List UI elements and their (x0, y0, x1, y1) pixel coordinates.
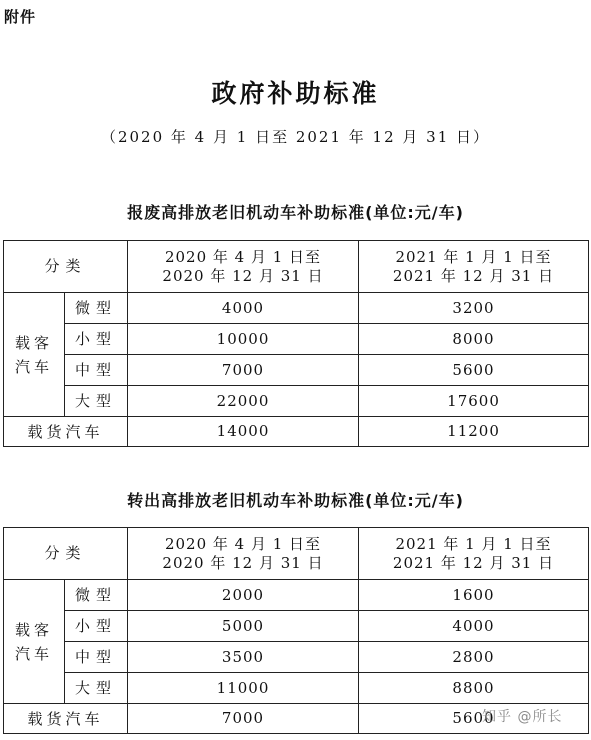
table-row (4, 386, 589, 417)
period2-value: 3200 (359, 293, 589, 324)
period2-value: 17600 (359, 386, 589, 417)
group-label-line2: 汽车 (14, 644, 53, 663)
scrap-subsidy-table-title: 报废高排放老旧机动车补助标准(单位:元/车) (127, 203, 464, 222)
period1-value: 5000 (128, 611, 359, 642)
table-row (4, 293, 589, 324)
period1-header (128, 528, 359, 580)
period2-value: 1600 (359, 580, 589, 611)
row-label: 大型 (65, 386, 128, 417)
row-label: 大型 (65, 673, 128, 704)
period1-value: 11000 (128, 673, 359, 704)
period2-header-line1: 2021 年 1 月 1 日至 (395, 534, 552, 553)
table-row (4, 611, 589, 642)
period2-header-line2: 2021 年 12 月 31 日 (392, 553, 555, 572)
period1-value: 2000 (128, 580, 359, 611)
period1-value: 4000 (128, 293, 359, 324)
period1-header-line2: 2020 年 12 月 31 日 (162, 553, 324, 572)
period1-value: 10000 (128, 324, 359, 355)
period1-value: 14000 (128, 417, 359, 447)
table-row (4, 673, 589, 704)
row-label: 中型 (65, 355, 128, 386)
document-period: （2020 年 4 月 1 日至 2021 年 12 月 31 日） (100, 128, 491, 146)
period2-header-line1: 2021 年 1 月 1 日至 (395, 247, 552, 266)
category-header: 分类 (4, 241, 128, 293)
category-header: 分类 (4, 528, 128, 580)
group-label-line2: 汽车 (14, 357, 53, 376)
period2-value: 11200 (359, 417, 589, 447)
table-header-row (4, 241, 589, 293)
period2-value: 5600 (359, 704, 589, 734)
period2-value: 5600 (359, 355, 589, 386)
period1-header-line2: 2020 年 12 月 31 日 (162, 266, 324, 285)
row-label: 微型 (65, 293, 128, 324)
passenger-car-group-label (4, 293, 65, 417)
row-label: 小型 (65, 324, 128, 355)
table-row (4, 324, 589, 355)
period1-value: 7000 (128, 704, 359, 734)
table-header-row (4, 528, 589, 580)
row-label: 小型 (65, 611, 128, 642)
document-title: 政府补助标准 (211, 79, 380, 108)
truck-label: 载货汽车 (4, 417, 128, 447)
attachment-label: 附件 (4, 8, 37, 26)
transfer-subsidy-table (3, 527, 589, 734)
row-label: 微型 (65, 580, 128, 611)
table-row (4, 580, 589, 611)
row-label: 中型 (65, 642, 128, 673)
group-label-line1: 载客 (14, 333, 53, 352)
group-label-line1: 载客 (14, 620, 53, 639)
scrap-subsidy-table (3, 240, 589, 447)
watermark: 知乎 @所长 (482, 709, 563, 725)
table-row (4, 642, 589, 673)
period1-value: 7000 (128, 355, 359, 386)
period2-header (359, 241, 589, 293)
period1-header-line1: 2020 年 4 月 1 日至 (164, 247, 322, 266)
period2-header (359, 528, 589, 580)
table-row (4, 417, 589, 447)
period1-header-line1: 2020 年 4 月 1 日至 (164, 534, 322, 553)
period1-value: 22000 (128, 386, 359, 417)
period2-value: 4000 (359, 611, 589, 642)
table-row (4, 355, 589, 386)
period2-header-line2: 2021 年 12 月 31 日 (392, 266, 555, 285)
truck-label: 载货汽车 (4, 704, 128, 734)
period2-value: 2800 (359, 642, 589, 673)
period1-value: 3500 (128, 642, 359, 673)
period2-value: 8000 (359, 324, 589, 355)
passenger-car-group-label (4, 580, 65, 704)
period1-header (128, 241, 359, 293)
transfer-subsidy-table-title: 转出高排放老旧机动车补助标准(单位:元/车) (127, 491, 464, 510)
period2-value: 8800 (359, 673, 589, 704)
